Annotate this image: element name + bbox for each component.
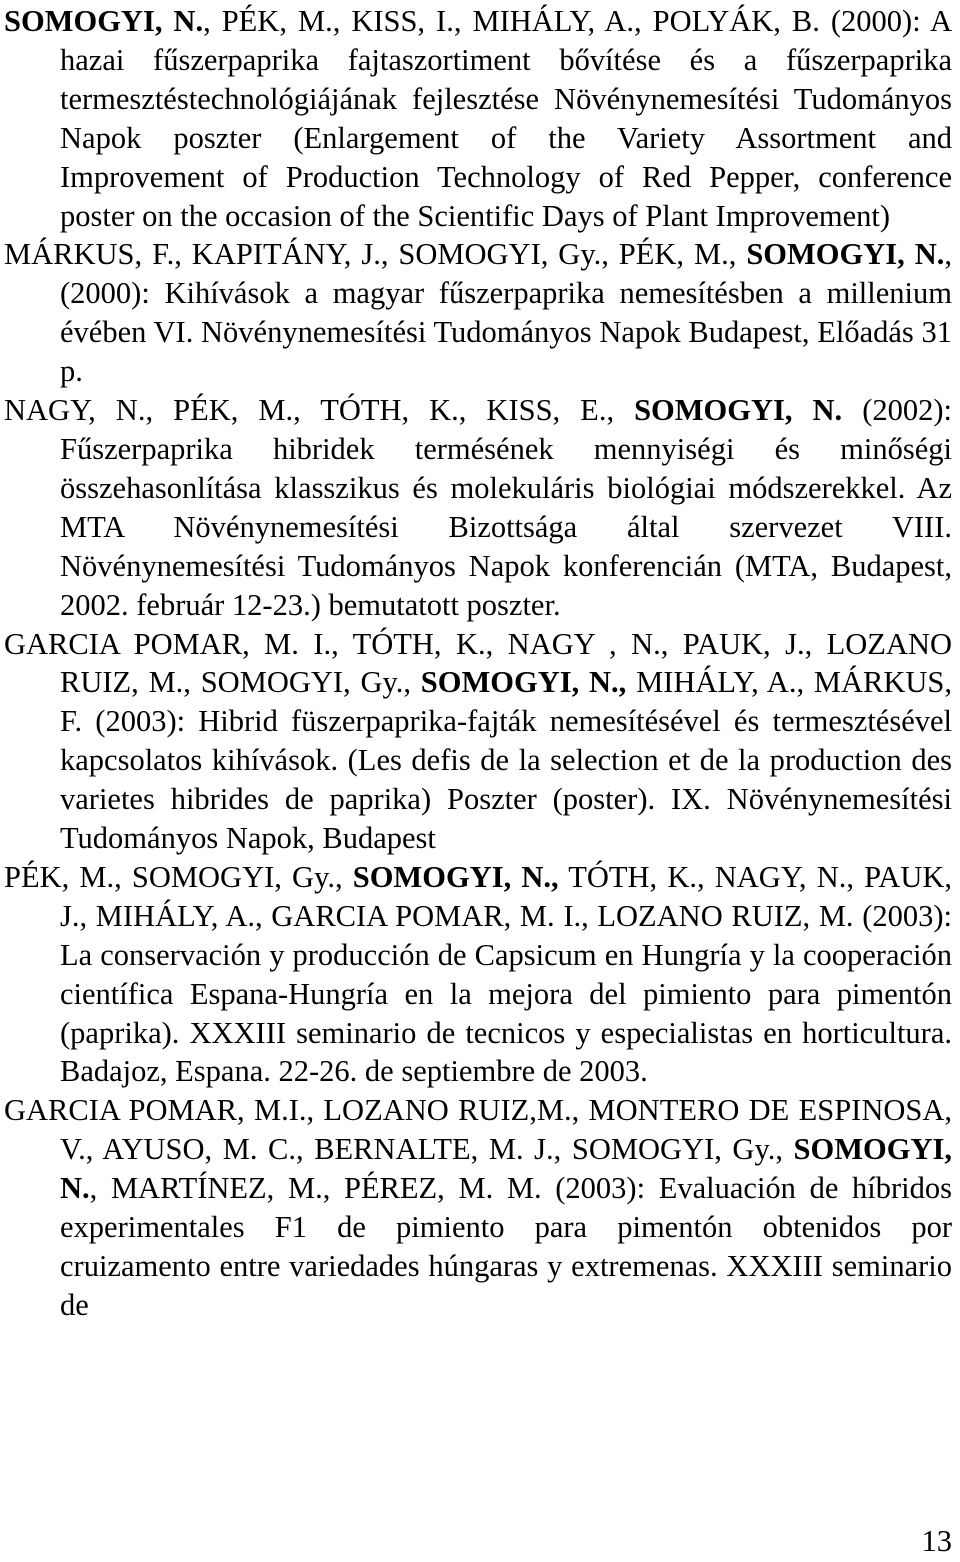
reference-list [4, 2, 952, 1325]
author-highlight: SOMOGYI, N. [60, 1132, 952, 1206]
reference-entry [4, 1091, 952, 1324]
reference-text: , (2000): Kihívások a magyar fűszerpaprika nemesítésben a millenium évében VI. Növénynemesítési Tudományos Napok Budapest, Előadás 31 p. [60, 237, 952, 389]
author-highlight: SOMOGYI, N. [4, 4, 204, 38]
page-number: 13 [921, 1524, 952, 1558]
author-highlight: SOMOGYI, N., [352, 859, 559, 894]
reference-entry [4, 235, 952, 391]
reference-text: , PÉK, M., KISS, I., MIHÁLY, A., POLYÁK, B. (2000): A hazai fűszerpaprika fajtaszortiment bővítése és a fűszerpaprika termesztéstechnológiájának fejlesztése Növénynemesítési Tudományos Napok poszter (Enlargement of the Variety Assortment and Improvement of Production Technology of Red Pepper, conference poster on the occasion of the Scientific Days of Plant Improvement) [60, 4, 953, 233]
reference-text: MÁRKUS, F., KAPITÁNY, J., SOMOGYI, Gy., PÉK, M., [4, 237, 747, 272]
reference-text: GARCIA POMAR, M.I., LOZANO RUIZ,M., MONTERO DE ESPINOSA, V., AYUSO, M. C., BERNALTE, M. J., SOMOGYI, Gy., [4, 1093, 952, 1167]
reference-text: (2002): Fűszerpaprika hibridek termésének mennyiségi és minőségi összehasonlítása klasszikus és molekuláris biológiai módszerekkel. Az MTA Növénynemesítési Bizottsága által szervezet VIII. Növénynemesítési Tudományos Napok konferencián (MTA, Budapest, 2002. február 12-23.) bemutatott poszter. [60, 393, 952, 622]
reference-entry [4, 391, 952, 624]
reference-text: PÉK, M., SOMOGYI, Gy., [4, 859, 353, 894]
reference-text: MIHÁLY, A., MÁRKUS, F. (2003): Hibrid füszerpaprika-fajták nemesítésével és termesztésével kapcsolatos kihívások. (Les defis de la selection et de la production des varietes hibrides de paprika) Poszter (poster). IX. Növénynemesítési Tudományos Napok, Budapest [60, 665, 952, 856]
reference-text: TÓTH, K., NAGY, N., PAUK, J., MIHÁLY, A., GARCIA POMAR, M. I., LOZANO RUIZ, M. (2003): La conservación y producción de Capsicum en Hungría y la cooperación científica Espana-Hungría en la mejora del pimiento para pimentón (paprika). XXXIII seminario de tecnicos y especialistas en horticultura. Badajoz, Espana. 22-26. de septiembre de 2003. [60, 859, 952, 1089]
reference-entry [4, 2, 952, 235]
reference-entry [4, 625, 952, 858]
author-highlight: SOMOGYI, N., [420, 665, 627, 700]
reference-text: NAGY, N., PÉK, M., TÓTH, K., KISS, E., [4, 393, 635, 428]
reference-text: GARCIA POMAR, M. I., TÓTH, K., NAGY , N., PAUK, J., LOZANO RUIZ, M., SOMOGYI, Gy., [4, 626, 952, 700]
reference-text: , MARTÍNEZ, M., PÉREZ, M. M. (2003): Evaluación de híbridos experimentales F1 de pimiento para pimentón obtenidos por cruizamento entre variedades húngaras y extremenas. XXXIII seminario de [60, 1171, 952, 1322]
author-highlight: SOMOGYI, N. [634, 393, 843, 428]
reference-entry [4, 858, 952, 1091]
author-highlight: SOMOGYI, N. [746, 237, 945, 272]
